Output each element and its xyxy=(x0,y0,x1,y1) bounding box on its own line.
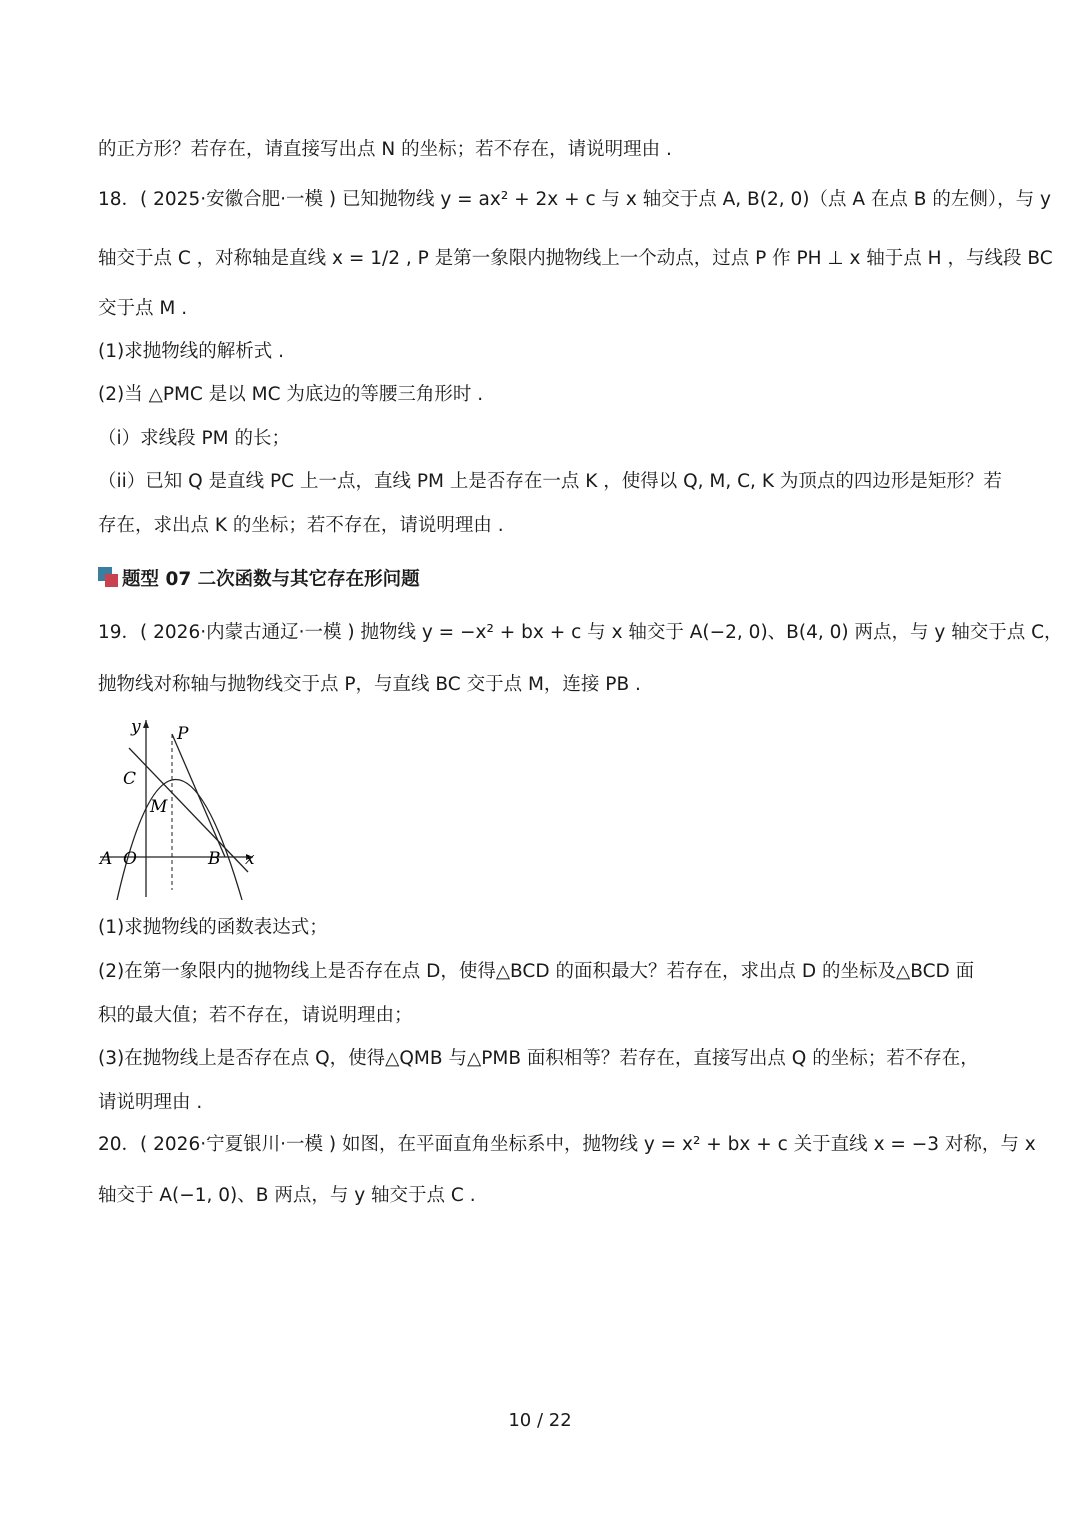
question-19-part-2-line-1: (2)在第一象限内的抛物线上是否存在点 D，使得△BCD 的面积最大？若存在，求出点 D 的坐标及△BCD 面 xyxy=(98,961,975,982)
question-19-line-2: 抛物线对称轴与抛物线交于点 P，与直线 BC 交于点 M，连接 PB . xyxy=(98,674,641,695)
label-c: C xyxy=(123,769,137,789)
question-18-line-3: 交于点 M . xyxy=(98,298,188,319)
question-19-part-3-line-2: 请说明理由 . xyxy=(98,1092,203,1113)
y-axis-arrow-icon xyxy=(143,720,149,728)
label-a: A xyxy=(100,849,113,869)
question-20-line-2: 轴交于 A(−1, 0)、B 两点，与 y 轴交于点 C . xyxy=(98,1185,476,1206)
section-heading xyxy=(98,565,420,591)
label-x: x xyxy=(245,849,255,869)
question-18-part-2-i: （i）求线段 PM 的长； xyxy=(98,428,291,449)
parabola-curve xyxy=(117,780,242,901)
label-o: O xyxy=(123,849,137,869)
text-line: 的正方形？若存在，请直接写出点 N 的坐标；若不存在，请说明理由 . xyxy=(98,139,672,160)
label-b: B xyxy=(208,849,221,869)
line-bc xyxy=(129,748,248,872)
question-19-part-1: (1)求抛物线的函数表达式； xyxy=(98,917,328,938)
page-number: 10 / 22 xyxy=(508,1410,572,1431)
question-18-line-1: 18．( 2025·安徽合肥·一模 ) 已知抛物线 y = ax² + 2x + c 与 x 轴交于点 A, B(2, 0)（点 A 在点 B 的左侧），与 y xyxy=(98,189,1051,210)
label-m: M xyxy=(150,797,168,817)
question-20-line-1: 20．( 2026·宁夏银川·一模 ) 如图，在平面直角坐标系中，抛物线 y = x² + bx + c 关于直线 x = −3 对称，与 x xyxy=(98,1134,1036,1155)
question-19-part-2-line-2: 积的最大值；若不存在，请说明理由； xyxy=(98,1005,413,1026)
question-19-part-3-line-1: (3)在抛物线上是否存在点 Q，使得△QMB 与△PMB 面积相等？若存在，直接写出点 Q 的坐标；若不存在， xyxy=(98,1048,979,1069)
question-18-part-2-ii-line-1: （ii）已知 Q 是直线 PC 上一点，直线 PM 上是否存在一点 K ，使得以 Q, M, C, K 为顶点的四边形是矩形？若 xyxy=(98,471,1002,492)
section-marker-icon xyxy=(98,567,120,589)
parabola-figure xyxy=(95,712,270,902)
question-18-part-1: (1)求抛物线的解析式 . xyxy=(98,341,284,362)
label-y: y xyxy=(131,717,141,737)
question-18-line-2: 轴交于点 C ，对称轴是直线 x = 1/2 , P 是第一象限内抛物线上一个动点，过点 P 作 PH ⊥ x 轴于点 H ，与线段 BC xyxy=(98,248,1053,269)
question-18-part-2: (2)当 △PMC 是以 MC 为底边的等腰三角形时 . xyxy=(98,384,484,405)
segment-pb xyxy=(172,734,225,857)
question-19-line-1: 19．( 2026·内蒙古通辽·一模 ) 抛物线 y = −x² + bx + c 与 x 轴交于 A(−2, 0)、B(4, 0) 两点，与 y 轴交于点 C， xyxy=(98,622,1063,643)
question-18-part-2-ii-line-2: 存在，求出点 K 的坐标；若不存在，请说明理由 . xyxy=(98,515,504,536)
section-heading-text: 题型 07 二次函数与其它存在形问题 xyxy=(122,569,420,590)
parabola-figure-svg xyxy=(95,712,270,902)
label-p: P xyxy=(177,724,189,744)
